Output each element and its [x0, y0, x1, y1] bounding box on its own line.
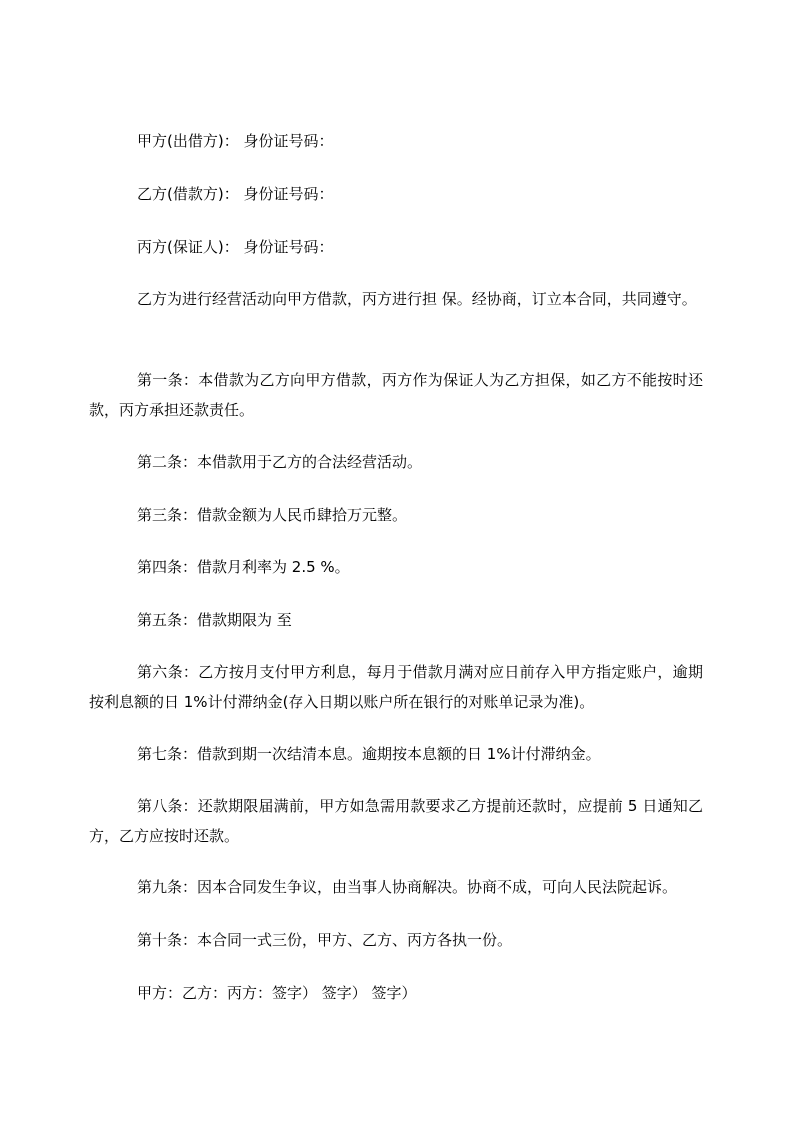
article-3: 第三条：借款金额为人民币肆拾万元整。	[137, 506, 408, 524]
intro-paragraph: 乙方为进行经营活动向甲方借款，丙方进行担 保。经协商，订立本合同，共同遵守。	[137, 290, 697, 308]
article-9: 第九条：因本合同发生争议，由当事人协商解决。协商不成，可向人民法院起诉。	[137, 878, 678, 896]
lender-line: 甲方(出借方)： 身份证号码：	[137, 132, 334, 150]
borrower-line: 乙方(借款方)： 身份证号码：	[137, 185, 334, 203]
article-1: 第一条：本借款为乙方向甲方借款，丙方作为保证人为乙方担保，如乙方不能按时还款，丙方承担还款责任。	[89, 371, 703, 419]
article-4: 第四条：借款月利率为 2.5 %。	[137, 558, 350, 576]
article-2: 第二条：本借款用于乙方的合法经营活动。	[137, 453, 423, 471]
article-10: 第十条：本合同一式三份，甲方、乙方、丙方各执一份。	[137, 931, 513, 949]
article-8: 第八条：还款期限届满前，甲方如急需用款要求乙方提前还款时，应提前 5 日通知乙方，乙方应按时还款。	[89, 797, 703, 845]
guarantor-line: 丙方(保证人)： 身份证号码：	[137, 238, 334, 256]
article-6: 第六条：乙方按月支付甲方利息，每月于借款月满对应日前存入甲方指定账户，逾期按利息额的日 1%计付滞纳金(存入日期以账户所在银行的对账单记录为准)。	[89, 663, 703, 711]
article-7: 第七条：借款到期一次结清本息。逾期按本息额的日 1%计付滞纳金。	[137, 745, 601, 763]
signature-line: 甲方：乙方：丙方：签字） 签字） 签字）	[137, 984, 417, 1002]
article-5: 第五条：借款期限为 至	[137, 611, 292, 629]
